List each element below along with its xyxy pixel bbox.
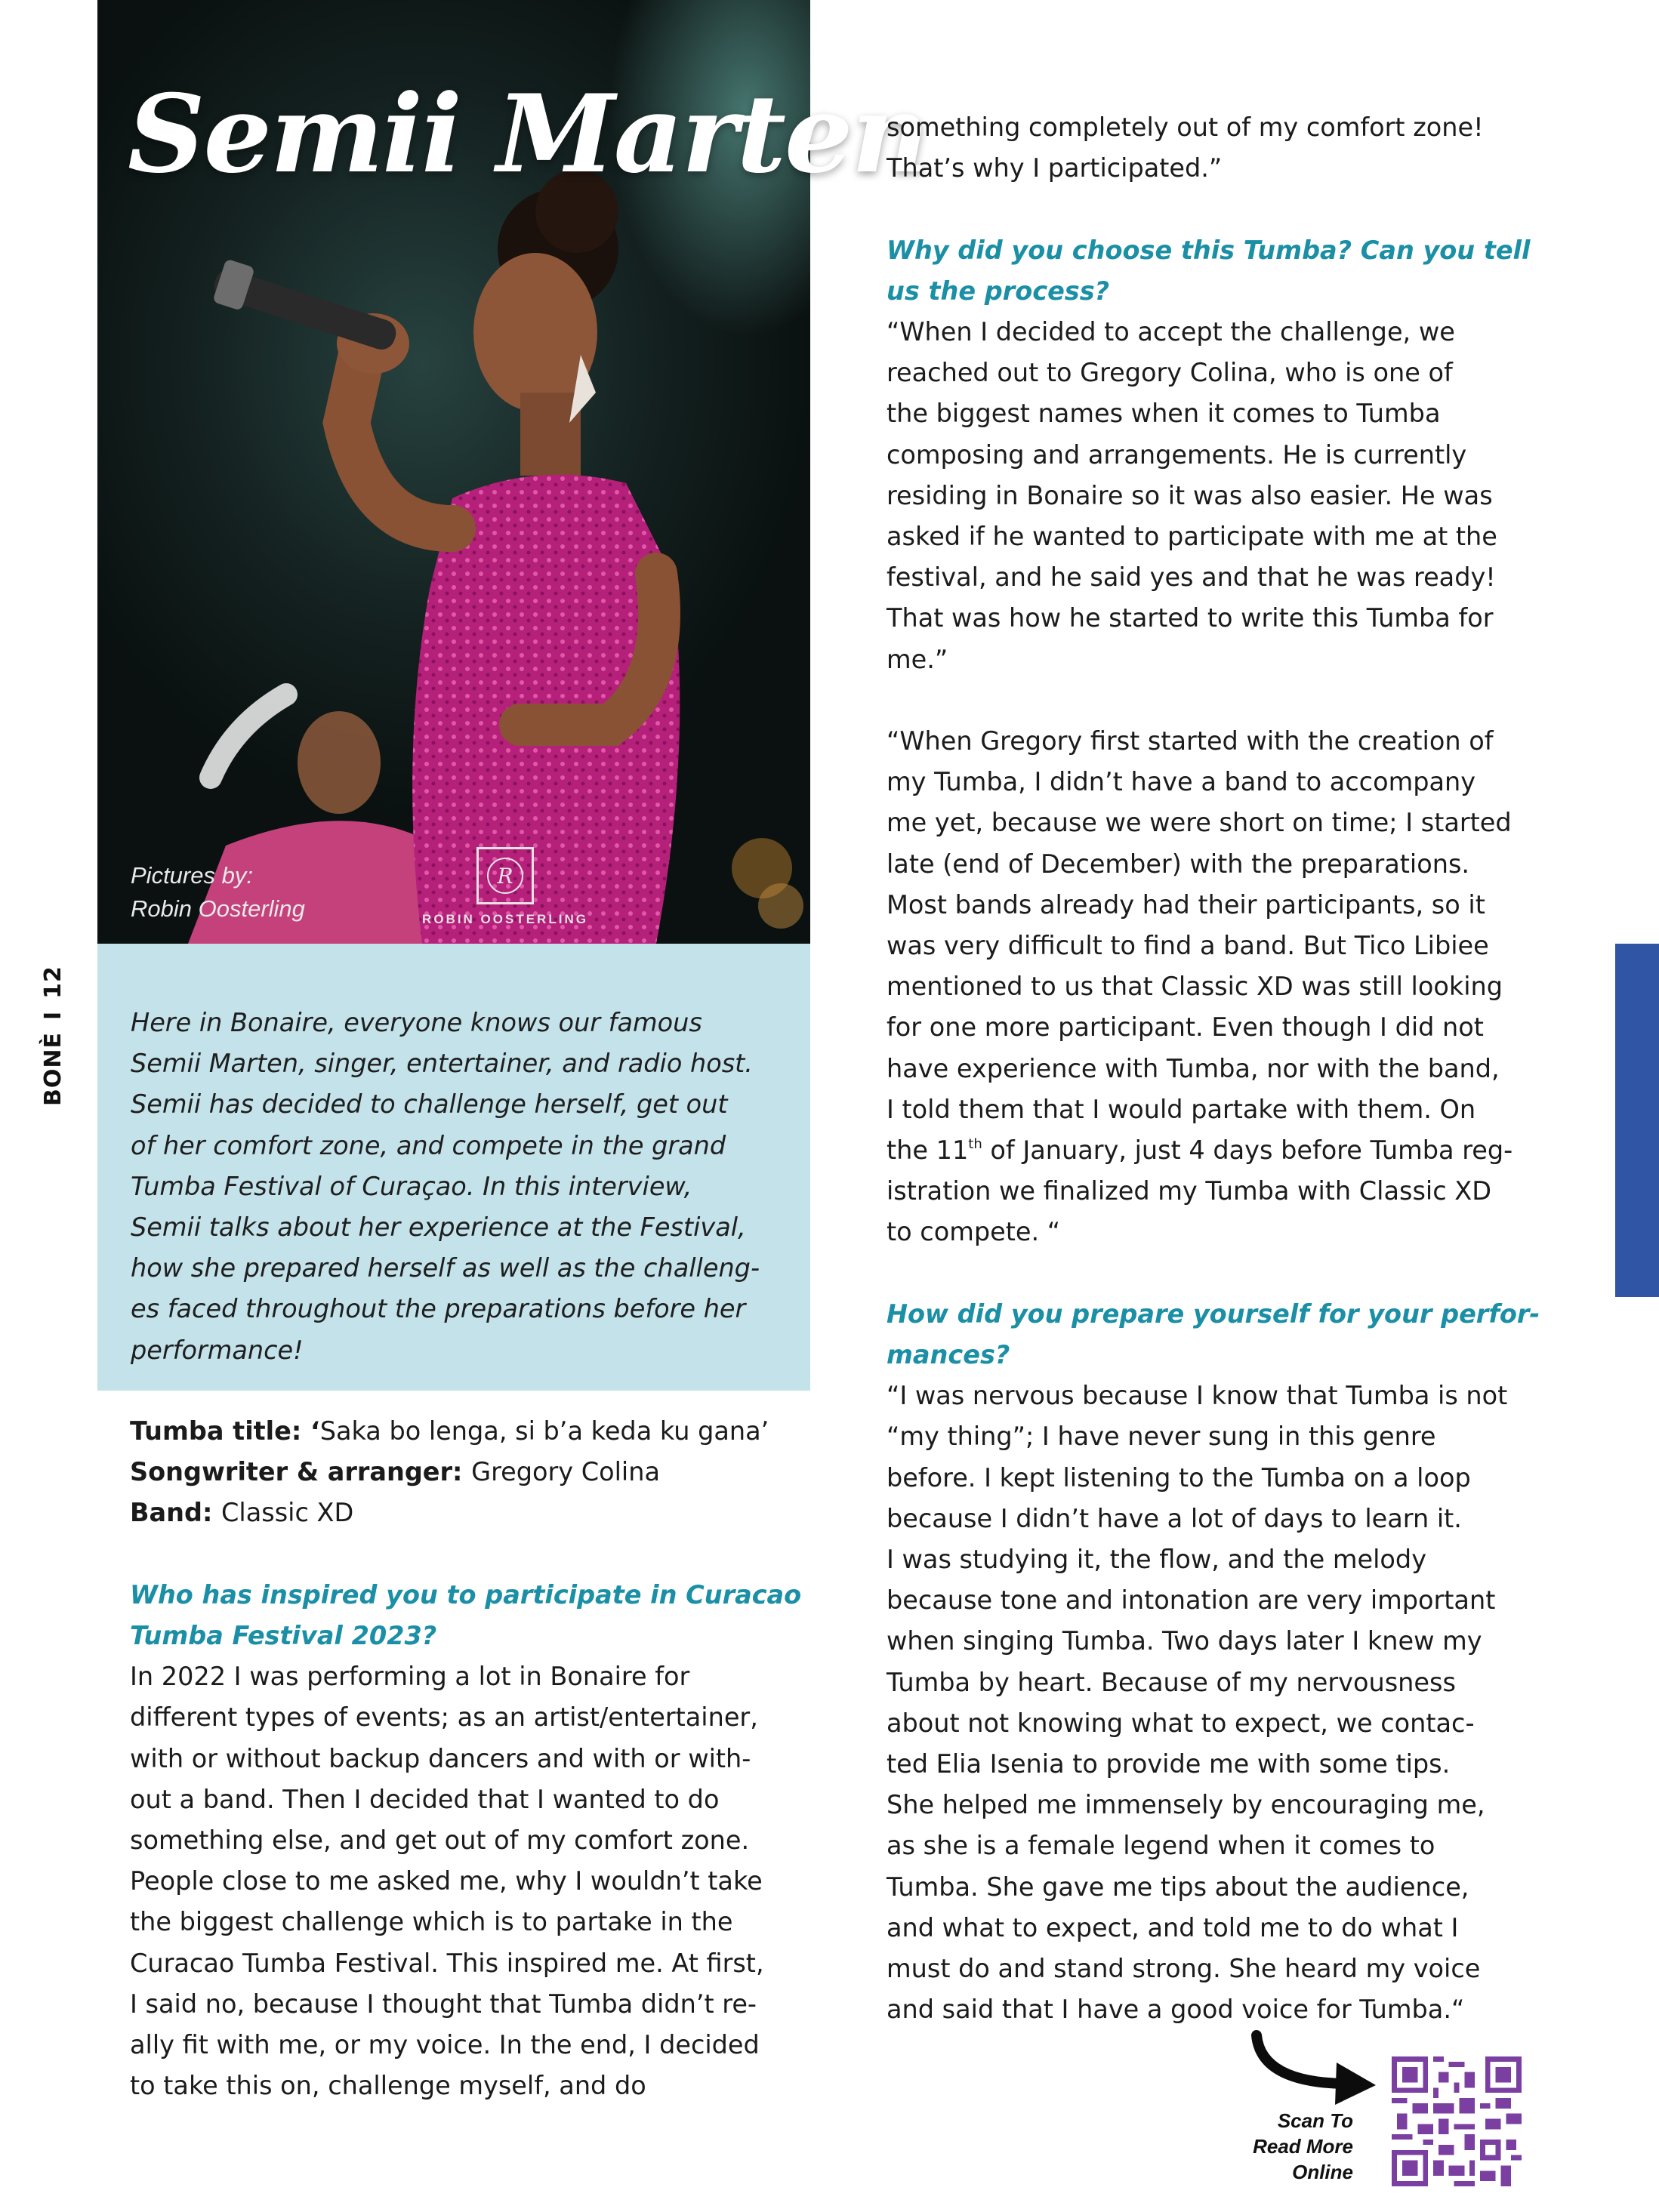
answer-4: “I was nervous because I know that Tumba is not “my thing”; I have never sung in this genre before. I kept listening to the Tumba on a loop because I didn’t have a lot of days to learn it. I was studying it, the flow, and the melody because tone and intonation are very important when singing Tumba. Two days later I knew my Tumba by heart. Because of my nervousness about not knowing what to expect, we contac- ted Elia Isenia to provide me with some tips. She helped me immensely by encouraging me, as she is a female legend when it comes to Tumba. She gave me tips about the audience, and what to expect, and told me to do what I must do and stand strong. She heard my voice and said that I have a good voice for Tumba.“ (887, 1381, 1508, 2025)
hero-photo (97, 0, 928, 944)
qr-code-icon[interactable] (1392, 2056, 1522, 2186)
section-tab (1615, 944, 1659, 1297)
left-column (130, 1411, 809, 2106)
watermark-logo-icon: R (476, 847, 534, 904)
question-1: Who has inspired you to participate in Curacao Tumba Festival 2023? (130, 1579, 802, 1650)
article-title: Semii Marten (128, 72, 928, 197)
fact-tumba-title: Tumba title: ‘Saka bo lenga, si b’a keda ku gana’ (130, 1416, 769, 1446)
curved-arrow-icon (1246, 2029, 1382, 2112)
answer-1-continued: something completely out of my comfort zone! That’s why I participated.” (887, 112, 1484, 183)
intro-box (97, 944, 810, 1391)
photo-credit: Pictures by: Robin Oosterling (131, 862, 305, 922)
photographer-watermark: R ROBIN OOSTERLING (407, 847, 603, 927)
right-column (887, 107, 1551, 2031)
fact-band: Band: Classic XD (130, 1498, 354, 1528)
intro-text: Here in Bonaire, everyone knows our famous Semii Marten, singer, entertainer, and radio host. Semii has decided to challenge herself, get out of her comfort zone, and compete in the grand Tumba Festival of Curaçao. In this interview, Semii talks about her experience at the Festival, how she prepared herself as well as the challeng- es faced throughout the preparations before her performance! (131, 1008, 760, 1365)
scan-caption: Scan To Read More Online (1253, 2109, 1353, 2183)
answer-3: “When Gregory first started with the creation of my Tumba, I didn’t have a band to accompany me yet, because we were short on time; I started late (end of December) with the preparations. Most bands already had their participants, so it was very difficult to find a band. But Tico Libiee mentioned to us that Classic XD was still looking for one more participant. Even though I did not have experience with Tumba, nor with the band, I told them that I would partake with them. On the 11th of January, just 4 days before Tumba reg- istration we finalized my Tumba with Classic XD to compete. “ (887, 726, 1513, 1247)
answer-2: “When I decided to accept the challenge, we reached out to Gregory Colina, who is one of the biggest names when it comes to Tumba composing and arrangements. He is currently residing in Bonaire so it was also easier. He was asked if he wanted to participate with me at the festival, and he said yes and that he was ready! That was how he started to write this Tumba for me.” (887, 317, 1497, 674)
fact-songwriter: Songwriter & arranger: Gregory Colina (130, 1457, 660, 1487)
page-folio: BONÈI12 (40, 966, 66, 1106)
question-3: How did you prepare yourself for your perfor- mances? (887, 1299, 1540, 1370)
question-2: Why did you choose this Tumba? Can you tell us the process? (887, 235, 1531, 306)
answer-1: In 2022 I was performing a lot in Bonaire for different types of events; as an artist/entertainer, with or without backup dancers and with or with- out a band. Then I decided that I wanted to do something else, and get out of my comfort zone. People close to me asked me, why I wouldn’t take the biggest challenge which is to partake in the Curacao Tumba Festival. This inspired me. At first, I said no, because I thought that Tumba didn’t re- ally fit with me, or my voice. In the end, I decided to take this on, challenge myself, and do (130, 1662, 764, 2101)
